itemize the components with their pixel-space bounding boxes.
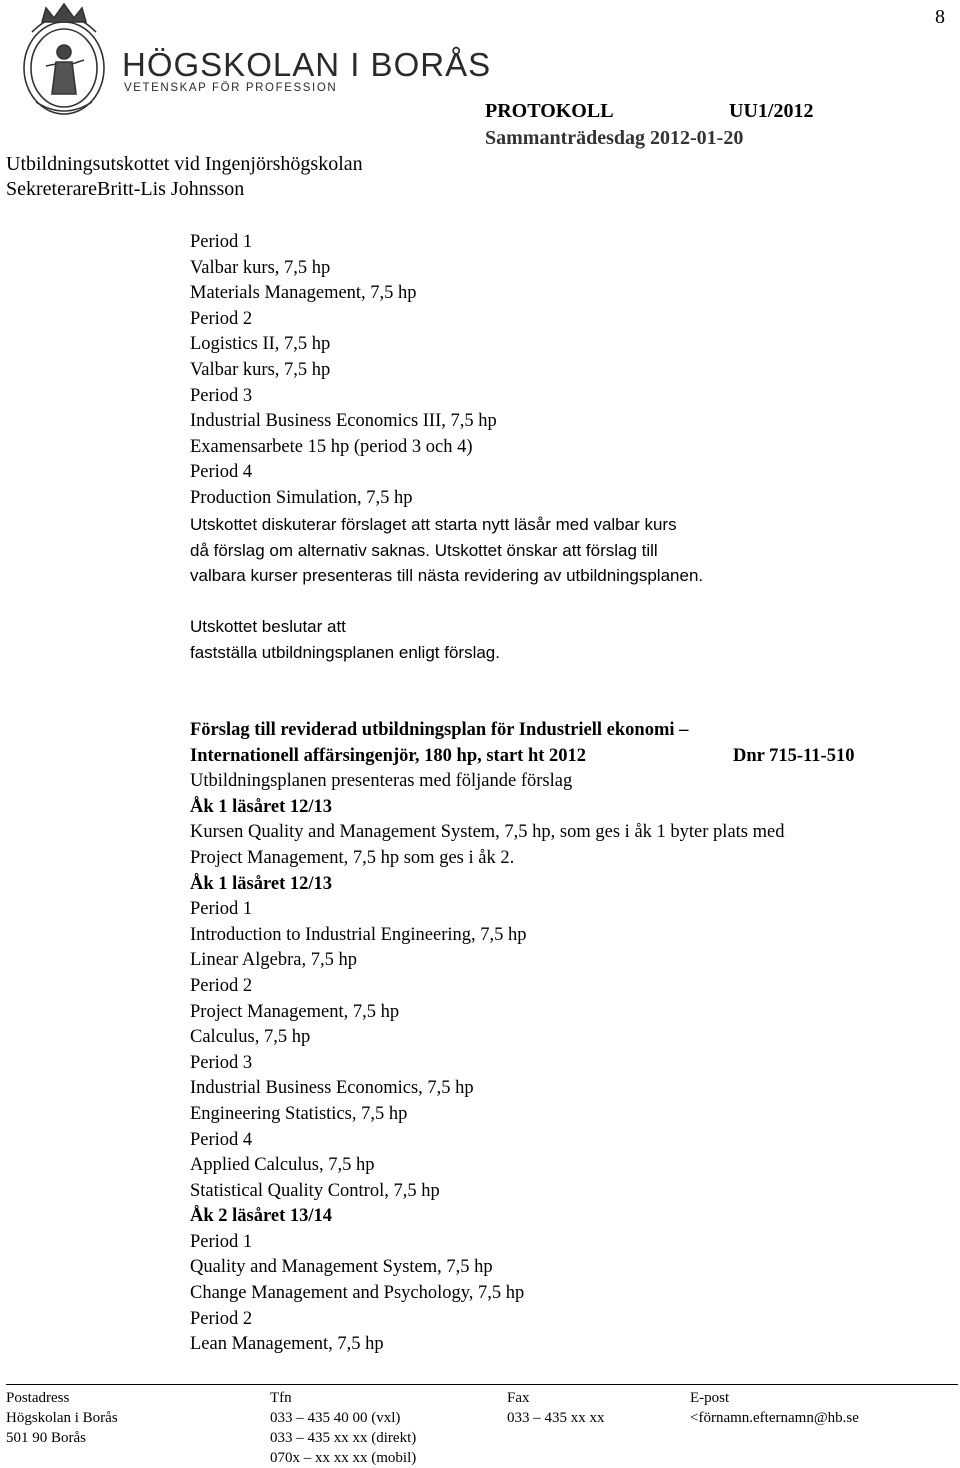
dnr-number: Dnr 715-11-510 [733,745,855,766]
list-item: Project Management, 7,5 hp [190,1001,400,1022]
list-item: Industrial Business Economics III, 7,5 hp [190,411,497,432]
list-item: Period 2 [190,1308,253,1329]
year-heading: Åk 2 läsåret 13/14 [190,1206,333,1227]
footer-email [690,1388,859,1428]
list-item: Industrial Business Economics, 7,5 hp [190,1078,474,1099]
list-item: Linear Algebra, 7,5 hp [190,950,357,971]
list-item: Period 2 [190,308,253,329]
list-item: Lean Management, 7,5 hp [190,1334,384,1355]
section-heading-line2 [190,744,950,770]
protocol-label: PROTOKOLL [485,100,614,122]
footer-postadress [6,1388,118,1448]
list-item: Period 3 [190,1052,253,1073]
footer-value: 070x – xx xx xx (mobil) [270,1450,417,1466]
footer-value: 033 – 435 40 00 (vxl) [270,1410,401,1426]
list-item: Materials Management, 7,5 hp [190,283,417,304]
footer-value: 033 – 435 xx xx (direkt) [270,1430,417,1446]
decision-line: Utskottet beslutar att [190,617,346,636]
list-item: Period 1 [190,899,253,920]
list-item: Period 1 [190,1231,253,1252]
decision-line: fastställa utbildningsplanen enligt förslag. [190,642,500,662]
footer-value: Högskolan i Borås [6,1410,118,1426]
footer-phone [270,1388,416,1468]
list-item: Change Management and Psychology, 7,5 hp [190,1283,525,1304]
footer-label: E-post [690,1390,730,1406]
list-item: Calculus, 7,5 hp [190,1027,311,1048]
list-item: Period 4 [190,462,253,483]
logo-subtitle: VETENSKAP FÖR PROFESSION [124,82,338,94]
list-item: Period 2 [190,975,253,996]
footer-fax [507,1388,605,1428]
footer-label: Postadress [6,1390,70,1406]
header-left [6,152,363,202]
year-heading: Åk 1 läsåret 12/13 [190,796,333,817]
list-item: Period 1 [190,232,253,252]
page-number: 8 [935,6,945,28]
committee-name: Utbildningsutskottet vid Ingenjörshögskolan [6,153,363,175]
list-item: Quality and Management System, 7,5 hp [190,1257,493,1278]
secretary-name: SekreterareBritt-Lis Johnsson [6,178,245,200]
discussion-line: Utskottet diskuterar förslaget att starta nytt läsår med valbar kurs [190,515,677,534]
footer-value: <förnamn.efternamn@hb.se [690,1410,859,1426]
list-item: Valbar kurs, 7,5 hp [190,359,331,380]
year-heading: Åk 1 läsåret 12/13 [190,873,333,894]
decision-paragraph [190,614,500,665]
change-line: Kursen Quality and Management System, 7,5 hp, som ges i åk 1 byter plats med [190,822,785,843]
list-item: Statistical Quality Control, 7,5 hp [190,1180,440,1201]
section-heading-text: Internationell affärsingenjör, 180 hp, start ht 2012 [190,745,587,766]
list-item: Production Simulation, 7,5 hp [190,487,413,508]
discussion-paragraph [190,512,703,589]
footer-label: Tfn [270,1390,292,1406]
logo-title: HÖGSKOLAN I BORÅS [122,46,492,83]
proposal-section [190,718,950,1358]
section-heading: Förslag till reviderad utbildningsplan för Industriell ekonomi – [190,720,689,740]
list-item: Logistics II, 7,5 hp [190,334,331,355]
change-line: Project Management, 7,5 hp som ges i åk 2. [190,847,515,868]
discussion-line: då förslag om alternativ saknas. Utskottet önskar att förslag till [190,540,658,560]
list-item: Period 4 [190,1129,253,1150]
list-item: Engineering Statistics, 7,5 hp [190,1103,408,1124]
footer-divider [6,1384,958,1385]
protocol-number: UU1/2012 [729,100,814,122]
list-item: Applied Calculus, 7,5 hp [190,1155,375,1176]
list-item: Valbar kurs, 7,5 hp [190,257,331,278]
list-item: Examensarbete 15 hp (period 3 och 4) [190,436,473,457]
discussion-line: valbara kurser presenteras till nästa revidering av utbildningsplanen. [190,566,704,586]
footer-label: Fax [507,1390,530,1406]
meeting-date: Sammanträdesdag 2012-01-20 [485,127,744,149]
list-item: Period 3 [190,385,253,406]
course-list-block [190,230,497,512]
footer-value: 501 90 Borås [6,1430,86,1446]
intro-line: Utbildningsplanen presenteras med följande förslag [190,771,573,792]
list-item: Introduction to Industrial Engineering, 7,5 hp [190,924,527,945]
footer-value: 033 – 435 xx xx [507,1410,605,1426]
